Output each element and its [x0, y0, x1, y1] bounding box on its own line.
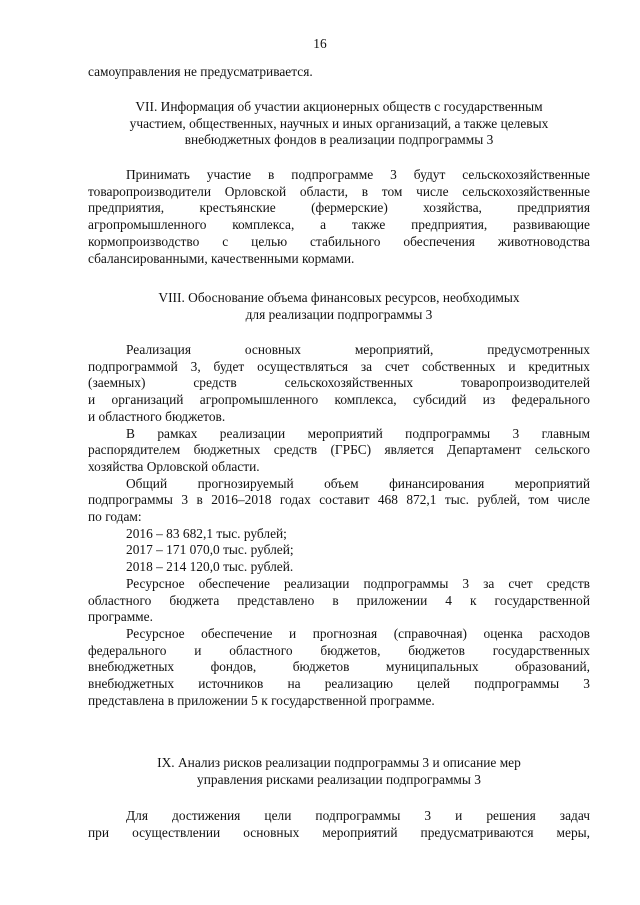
- funding-by-year-list: [88, 526, 590, 576]
- text-line: внебюджетных источников на реализацию целей подпрограммы 3: [88, 676, 590, 692]
- text-line: Общий прогнозируемый объем финансирования мероприятий: [126, 475, 590, 491]
- text-line: самоуправления не предусматривается.: [88, 64, 313, 79]
- text-line: федерального и областного бюджетов, бюджетов государственных: [88, 642, 590, 658]
- section-9-paragraph: [88, 808, 590, 841]
- text-line: подпрограммы 3 в 2016–2018 годах составит 468 872,1 тыс. рублей, том числе: [88, 492, 590, 508]
- heading-line: управления рисками реализации подпрограммы 3: [197, 771, 481, 787]
- paragraph: [88, 576, 590, 626]
- text-line: В рамках реализации мероприятий подпрограммы 3 главным: [126, 425, 590, 441]
- text-line: хозяйства Орловской области.: [88, 458, 260, 474]
- list-item: 2017 – 171 070,0 тыс. рублей;: [126, 542, 294, 558]
- text-line: Принимать участие в подпрограмме 3 будут сельскохозяйственные: [126, 167, 590, 182]
- text-line: при осуществлении основных мероприятий предусматриваются меры,: [88, 824, 590, 840]
- list-item: 2018 – 214 120,0 тыс. рублей.: [126, 559, 294, 575]
- text-line: и областного бюджетов.: [88, 408, 226, 424]
- text-line: Для достижения цели подпрограммы 3 и решения задач: [126, 808, 590, 823]
- text-line: Реализация основных мероприятий, предусмотренных: [126, 342, 590, 357]
- paragraph: [88, 342, 590, 426]
- page-number: 16: [313, 36, 327, 51]
- paragraph: [88, 626, 590, 710]
- text-line: распорядителем бюджетных средств (ГРБС) является Департамент сельского: [88, 442, 590, 458]
- text-line: программе.: [88, 609, 153, 625]
- section-8-heading: [88, 290, 590, 323]
- text-line: товаропроизводители Орловской области, в том числе сельскохозяйственные: [88, 183, 590, 199]
- text-line: подпрограммой 3, будет осуществляться за счет собственных и кредитных: [88, 358, 590, 374]
- section-9-heading: [88, 755, 590, 788]
- paragraph: [88, 476, 590, 526]
- text-line: (заемных) средств сельскохозяйственных товаропроизводителей: [88, 375, 590, 391]
- text-line: и организаций агропромышленного комплекса, субсидий из федерального: [88, 392, 590, 408]
- text-line: внебюджетных фондов, бюджетов муниципальных образований,: [88, 659, 590, 675]
- text-line: представлена в приложении 5 к государственной программе.: [88, 692, 435, 708]
- text-line: агропромышленного комплекса, а также предприятия, развивающие: [88, 217, 590, 233]
- text-line: предприятия, крестьянские (фермерские) хозяйства, предприятия: [88, 200, 590, 216]
- text-line: Ресурсное обеспечение реализации подпрограммы 3 за счет средств: [126, 575, 590, 591]
- section-7-paragraph: [88, 167, 590, 267]
- text-line: сбалансированными, качественными кормами.: [88, 250, 355, 266]
- heading-line: VIII. Обоснование объема финансовых ресурсов, необходимых: [158, 290, 520, 305]
- text-line: кормопроизводство с целью стабильного обеспечения животноводства: [88, 233, 590, 249]
- text-line: Ресурсное обеспечение и прогнозная (справочная) оценка расходов: [126, 625, 590, 641]
- heading-line: участием, общественных, научных и иных организаций, а также целевых: [129, 115, 549, 131]
- heading-line: для реализации подпрограммы 3: [245, 306, 433, 322]
- heading-line: внебюджетных фондов в реализации подпрограммы 3: [184, 132, 494, 148]
- paragraph: [88, 426, 590, 476]
- previous-paragraph-tail: [88, 64, 590, 81]
- section-8-body: [88, 342, 590, 709]
- text-line: по годам:: [88, 509, 142, 525]
- list-item: 2016 – 83 682,1 тыс. рублей;: [126, 525, 287, 541]
- heading-line: VII. Информация об участии акционерных обществ с государственным: [135, 99, 543, 114]
- section-7-heading: [88, 99, 590, 149]
- heading-line: IX. Анализ рисков реализации подпрограммы 3 и описание мер: [157, 755, 521, 770]
- text-line: областного бюджета представлено в приложении 4 к государственной: [88, 592, 590, 608]
